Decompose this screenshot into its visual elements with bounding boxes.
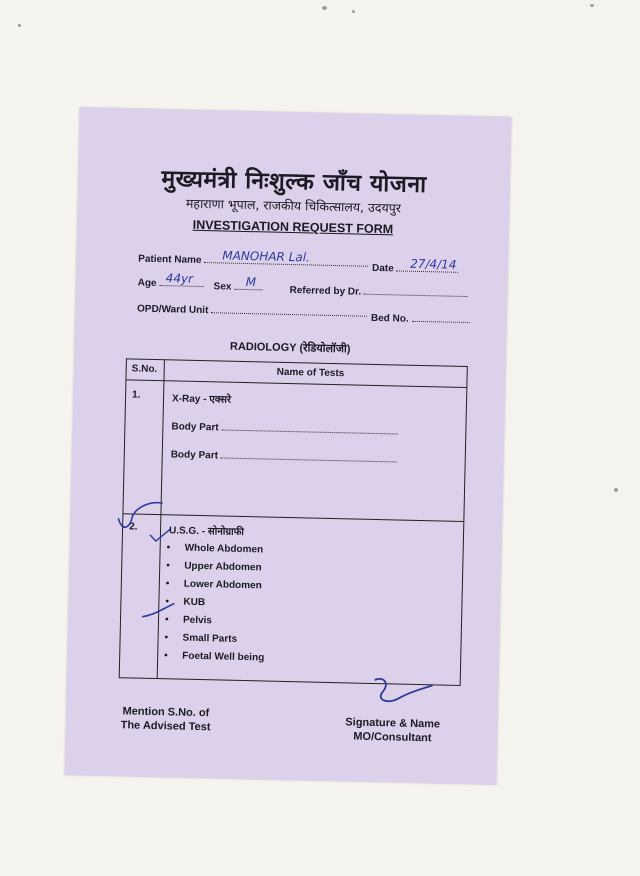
usg-item-lower-abdomen[interactable]: • Lower Abdomen (184, 579, 262, 592)
handwritten-tick-marks (108, 498, 201, 630)
hospital-name: महाराणा भूपाल, राजकीय चिकित्सालय, उदयपुर (185, 195, 402, 216)
referred-by-field[interactable] (289, 284, 468, 300)
usg-item-upper-abdomen[interactable]: • Upper Abdomen (184, 561, 262, 574)
usg-item-whole-abdomen[interactable]: • Whole Abdomen (185, 543, 264, 556)
usg-item-pelvis[interactable]: • Pelvis (183, 615, 212, 627)
row1-sno: 1. (131, 389, 141, 401)
scheme-title: मुख्यमंत्री निःशुल्क जाँच योजना (161, 166, 427, 199)
usg-item-foetal-well-being[interactable]: • Foetal Well being (182, 651, 264, 664)
referred-by-label: Referred by Dr. (289, 284, 362, 298)
patient-name-label: Patient Name (138, 253, 202, 266)
footer-right-line-1: Signature & Name (345, 716, 441, 731)
bed-line (411, 313, 469, 323)
opd-field[interactable] (137, 303, 367, 320)
form-title: INVESTIGATION REQUEST FORM (192, 217, 394, 237)
date-value: 27/4/14 (410, 256, 457, 272)
speck (322, 6, 327, 10)
body-part-line (221, 449, 397, 462)
col-sno-header: S.No. (131, 363, 158, 376)
row2-sno: 2. (128, 521, 138, 533)
age-value: 44yr (165, 271, 194, 286)
usg-item-kub[interactable]: • KUB (183, 597, 205, 608)
sex-label: Sex (213, 281, 232, 293)
speck (352, 10, 355, 13)
body-part-1[interactable] (171, 420, 397, 437)
body-part-2[interactable] (171, 448, 397, 465)
footer-left-line-1: Mention S.No. of (122, 705, 210, 720)
body-part-label: Body Part (170, 449, 219, 462)
opd-line (211, 304, 367, 317)
header-divider (126, 379, 466, 388)
speck (614, 488, 618, 492)
footer-left-line-2: The Advised Test (120, 719, 211, 734)
speck (590, 4, 594, 7)
footer-right-line-2: MO/Consultant (353, 730, 432, 745)
age-label: Age (137, 277, 157, 289)
body-part-line (221, 421, 397, 434)
referred-by-line (364, 286, 468, 297)
date-label: Date (371, 262, 394, 275)
speck (18, 24, 21, 27)
section-heading: RADIOLOGY (रेडियोलॉजी) (229, 340, 351, 356)
usg-title: U.S.G. - सोनोग्राफी (168, 525, 245, 539)
patient-name-value: MANOHAR Lal. (222, 248, 311, 265)
col-name-header: Name of Tests (276, 366, 345, 380)
xray-title: X-Ray - एक्सरे (171, 393, 232, 406)
footer-mention-sno (105, 704, 226, 735)
footer-signature (327, 715, 458, 746)
bed-label: Bed No. (370, 312, 409, 325)
sex-value: M (245, 275, 257, 290)
bed-field[interactable] (371, 312, 470, 326)
opd-label: OPD/Ward Unit (136, 303, 209, 317)
usg-item-small-parts[interactable]: • Small Parts (182, 633, 237, 645)
body-part-label: Body Part (171, 421, 219, 434)
signature-scrawl (368, 674, 439, 716)
investigation-request-form (64, 107, 511, 785)
